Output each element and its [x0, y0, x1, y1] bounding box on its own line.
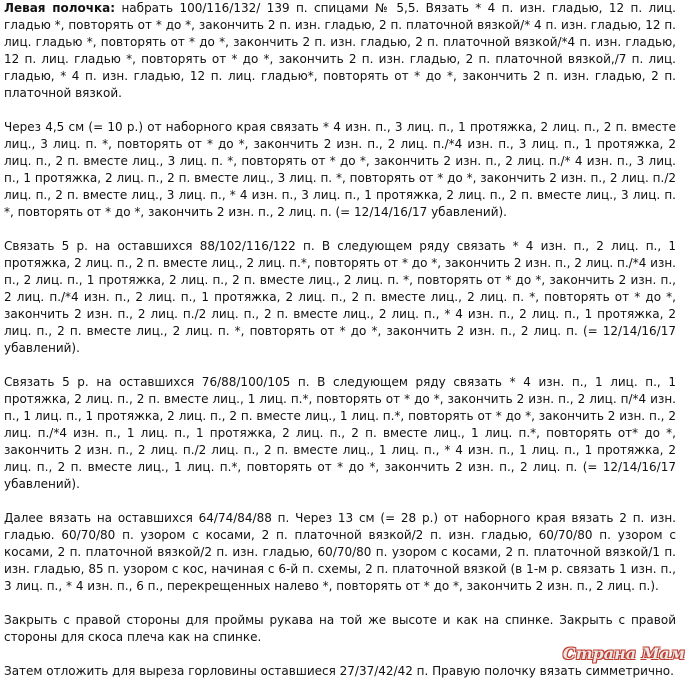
paragraph-armhole: Закрыть с правой стороны для проймы рукава на той же высоте и как на спинке. Закрыть с правой стороны для скоса плеча как на спинке. — [4, 613, 676, 644]
paragraph-second-decrease: Связать 5 р. на оставшихся 88/102/116/122 п. В следующем ряду связать * 4 изн. п., 2 лиц. п., 1 протяжка, 2 лиц. п., 2 п. вместе лиц., 2 лиц. п.*, повторять от * до *, закончить 2 изн. п., 2 лиц. п./*4 изн. п., 2 лиц. п., 1 протяжка, 2 лиц. п., 2 п. вместе лиц., 2 лиц. п. *, повторять от * до *, закончить 2 изн. п., 2 лиц. п./*4 изн. п., 2 лиц. п., 1 протяжка, 2 лиц. п., 2 п. вместе лиц., 2 лиц. п. *, повторять от * до *, закончить 2 изн. п., 2 лиц. п./2 лиц. п., 2 п. вместе лиц., 2 лиц. п., * 4 изн. п., 2 лиц. п., 1 протяжка, 2 лиц. п., 2 п. вместе лиц., 2 лиц. п. *, повторять от * до *, закончить 2 изн. п., 2 лиц. п. (= 12/14/16/17 убавлений). — [4, 239, 676, 355]
paragraph-text: набрать 100/116/132/ 139 п. спицами № 5,5. Вязать * 4 п. изн. гладью, 12 п. лиц. гладью *, повторять от * до *, закончить 2 п. изн. гладью, 2 п. платочной вязкой/* 4 п. изн. гладью, 12 п. лиц. гладью *, повторять от * до *, закончить 2 п. изн. гладью, 2 п. платочной вязкой/*4 п. изн. гладью, 12 п. лиц. гладью *, повторять от * до *, закончить 2 п. изн. гладью, 2 п. платочной вязкой,/7 п. лиц. гладью, * 4 п. изн. гладью, 12 п. лиц. гладью*, повторять от * до *, закончить 2 п. изн. гладью, 2 п. платочной вязкой. — [4, 1, 676, 100]
paragraph-first-decrease: Через 4,5 см (= 10 р.) от наборного края связать * 4 изн. п., 3 лиц. п., 1 протяжка, 2 лиц. п., 2 п. вместе лиц., 3 лиц. п. *, повторять от * до *, закончить 2 изн. п., 2 лиц. п./*4 изн. п., 3 лиц. п., 1 протяжка, 2 лиц. п., 2 п. вместе лиц., 3 лиц. п. *, повторять от * до *, закончить 2 изн. п., 2 лиц. п./* 4 изн. п., 3 лиц. п., 1 протяжка, 2 лиц. п., 2 п. вместе лиц., 3 лиц. п. *, повторять от * до *, закончить 2 изн. п., 2 лиц. п./2 лиц. п., 2 п. вместе лиц., 3 лиц. п., * 4 изн. п., 3 лиц. п., 1 протяжка, 2 лиц. п., 2 п. вместе лиц., 3 лиц. п. *, повторять от * до *, закончить 2 изн. п., 2 лиц. п. (= 12/14/16/17 убавлений). — [4, 120, 676, 219]
paragraph-neckline: Затем отложить для выреза горловины оставшиеся 27/37/42/42 п. Правую полочку вязать симметрично. — [4, 664, 674, 678]
paragraph-left-front-intro — [4, 0, 676, 102]
paragraph-cable-pattern: Далее вязать на оставшихся 64/74/84/88 п. Через 13 см (= 28 р.) от наборного края вязать 2 п. изн. гладью. 60/70/80 п. узором с косами, 2 п. платочной вязкой/2 п. изн. гладью, 60/70/80 п. узором с косами, 2 п. платочной вязкой/2 п. изн. гладью, 60/70/80 п. узором с косами, 2 п. платочной вязкой/1 п. изн. гладью, 85 п. узором с кос, начиная с 6-й п. схемы, 2 п. платочной вязкой (в 1-м р. связать 1 изн. п., 3 лиц. п., * 4 изн. п., 6 п., перекрещенных налево *, повторять от * до *, закончить 2 изн. п., 2 лиц. п.). — [4, 511, 676, 593]
section-title: Левая полочка: — [4, 1, 116, 15]
paragraph-third-decrease: Связать 5 р. на оставшихся 76/88/100/105 п. В следующем ряду связать * 4 изн. п., 1 лиц. п., 1 протяжка, 2 лиц. п., 2 п. вместе лиц., 1 лиц. п.*, повторять от * до *, закончить 2 изн. п., 2 лиц. п/*4 изн. п., 1 лиц. п., 1 протяжка, 2 лиц. п., 2 п. вместе лиц., 1 лиц. п.*, повторять от * до *, закончить 2 изн. п., 2 лиц. п./*4 изн. п., 1 лиц. п., 1 протяжка, 2 лиц. п., 2 п. вместе лиц., 1 лиц. п.*, повторять от* до *, закончить 2 изн. п., 2 лиц. п./2 лиц. п., 2 п. вместе лиц., 1 лиц. п., * 4 изн. п., 1 лиц. п., 1 протяжка, 2 лиц. п., 2 п. вместе лиц., 1 лиц. п.*, повторять от * до *, закончить 2 изн. п., 2 лиц. п. (= 12/14/16/17 убавлений). — [4, 375, 676, 491]
site-watermark: Страна Мам — [562, 644, 685, 663]
knitting-instructions — [4, 0, 676, 680]
